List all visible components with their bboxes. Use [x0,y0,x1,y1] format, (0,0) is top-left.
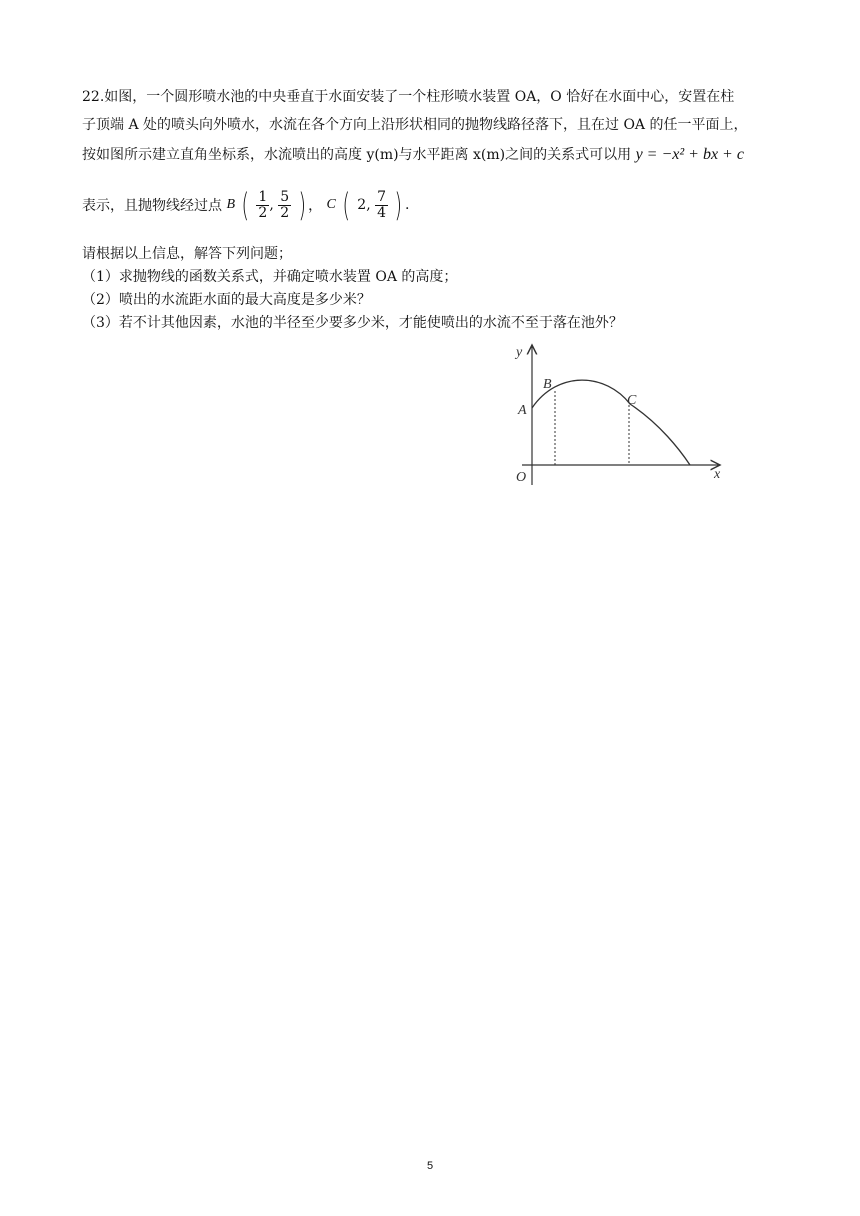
instructions: 请根据以上信息，解答下列问题； [82,246,292,262]
point-b-x: $\frac{1}{2}$ [258,188,268,221]
origin-label: O [516,470,527,485]
point-c-figure-label: C [627,393,637,408]
y-axis-label: y [516,345,523,360]
problem-line-4: 表示，且抛物线经过点 B ( $\frac{1}{2}$ , $\frac{5}{2}$ ) ， C ( 2, $\frac{7}{4}$ ) . [82,186,410,224]
page-number: 5 [426,1160,434,1172]
problem-line-1: 22.如图，一个圆形喷水池的中央垂直于水面安装了一个柱形喷水装置 OA，O 恰好在水面中心，安置在柱 [82,89,735,105]
point-c-x: 2 [357,197,367,213]
problem-line-2: 子顶端 A 处的喷头向外喷水，水流在各个方向上沿形状相同的抛物线路径落下，且在过 OA 的任一平面上， [82,117,748,133]
point-b-label: B [226,197,236,212]
question-2: （2）喷出的水流距水面的最大高度是多少米？ [82,292,371,308]
point-b-y: $\frac{5}{2}$ [280,188,290,221]
point-c-label: C [326,197,336,212]
point-a-label: A [518,403,527,418]
problem-line-3 [82,144,744,164]
parabola-formula: y = −x² + bx + c [635,146,744,163]
parabola-curve [532,380,690,465]
problem-line-3-text: 按如图所示建立直角坐标系，水流喷出的高度 y(m)与水平距离 x(m)之间的关系式可以用 [82,147,632,163]
point-c-y: $\frac{7}{4}$ [377,188,387,221]
question-1: （1）求抛物线的函数关系式，并确定喷水装置 OA 的高度； [82,269,458,285]
x-axis-label: x [714,467,721,482]
question-3: （3）若不计其他因素，水池的半径至少要多少米，才能使喷出的水流不至于落在池外？ [82,315,623,331]
line-4-prefix: 表示，且抛物线经过点 [82,198,222,214]
point-b-figure-label: B [543,377,552,392]
